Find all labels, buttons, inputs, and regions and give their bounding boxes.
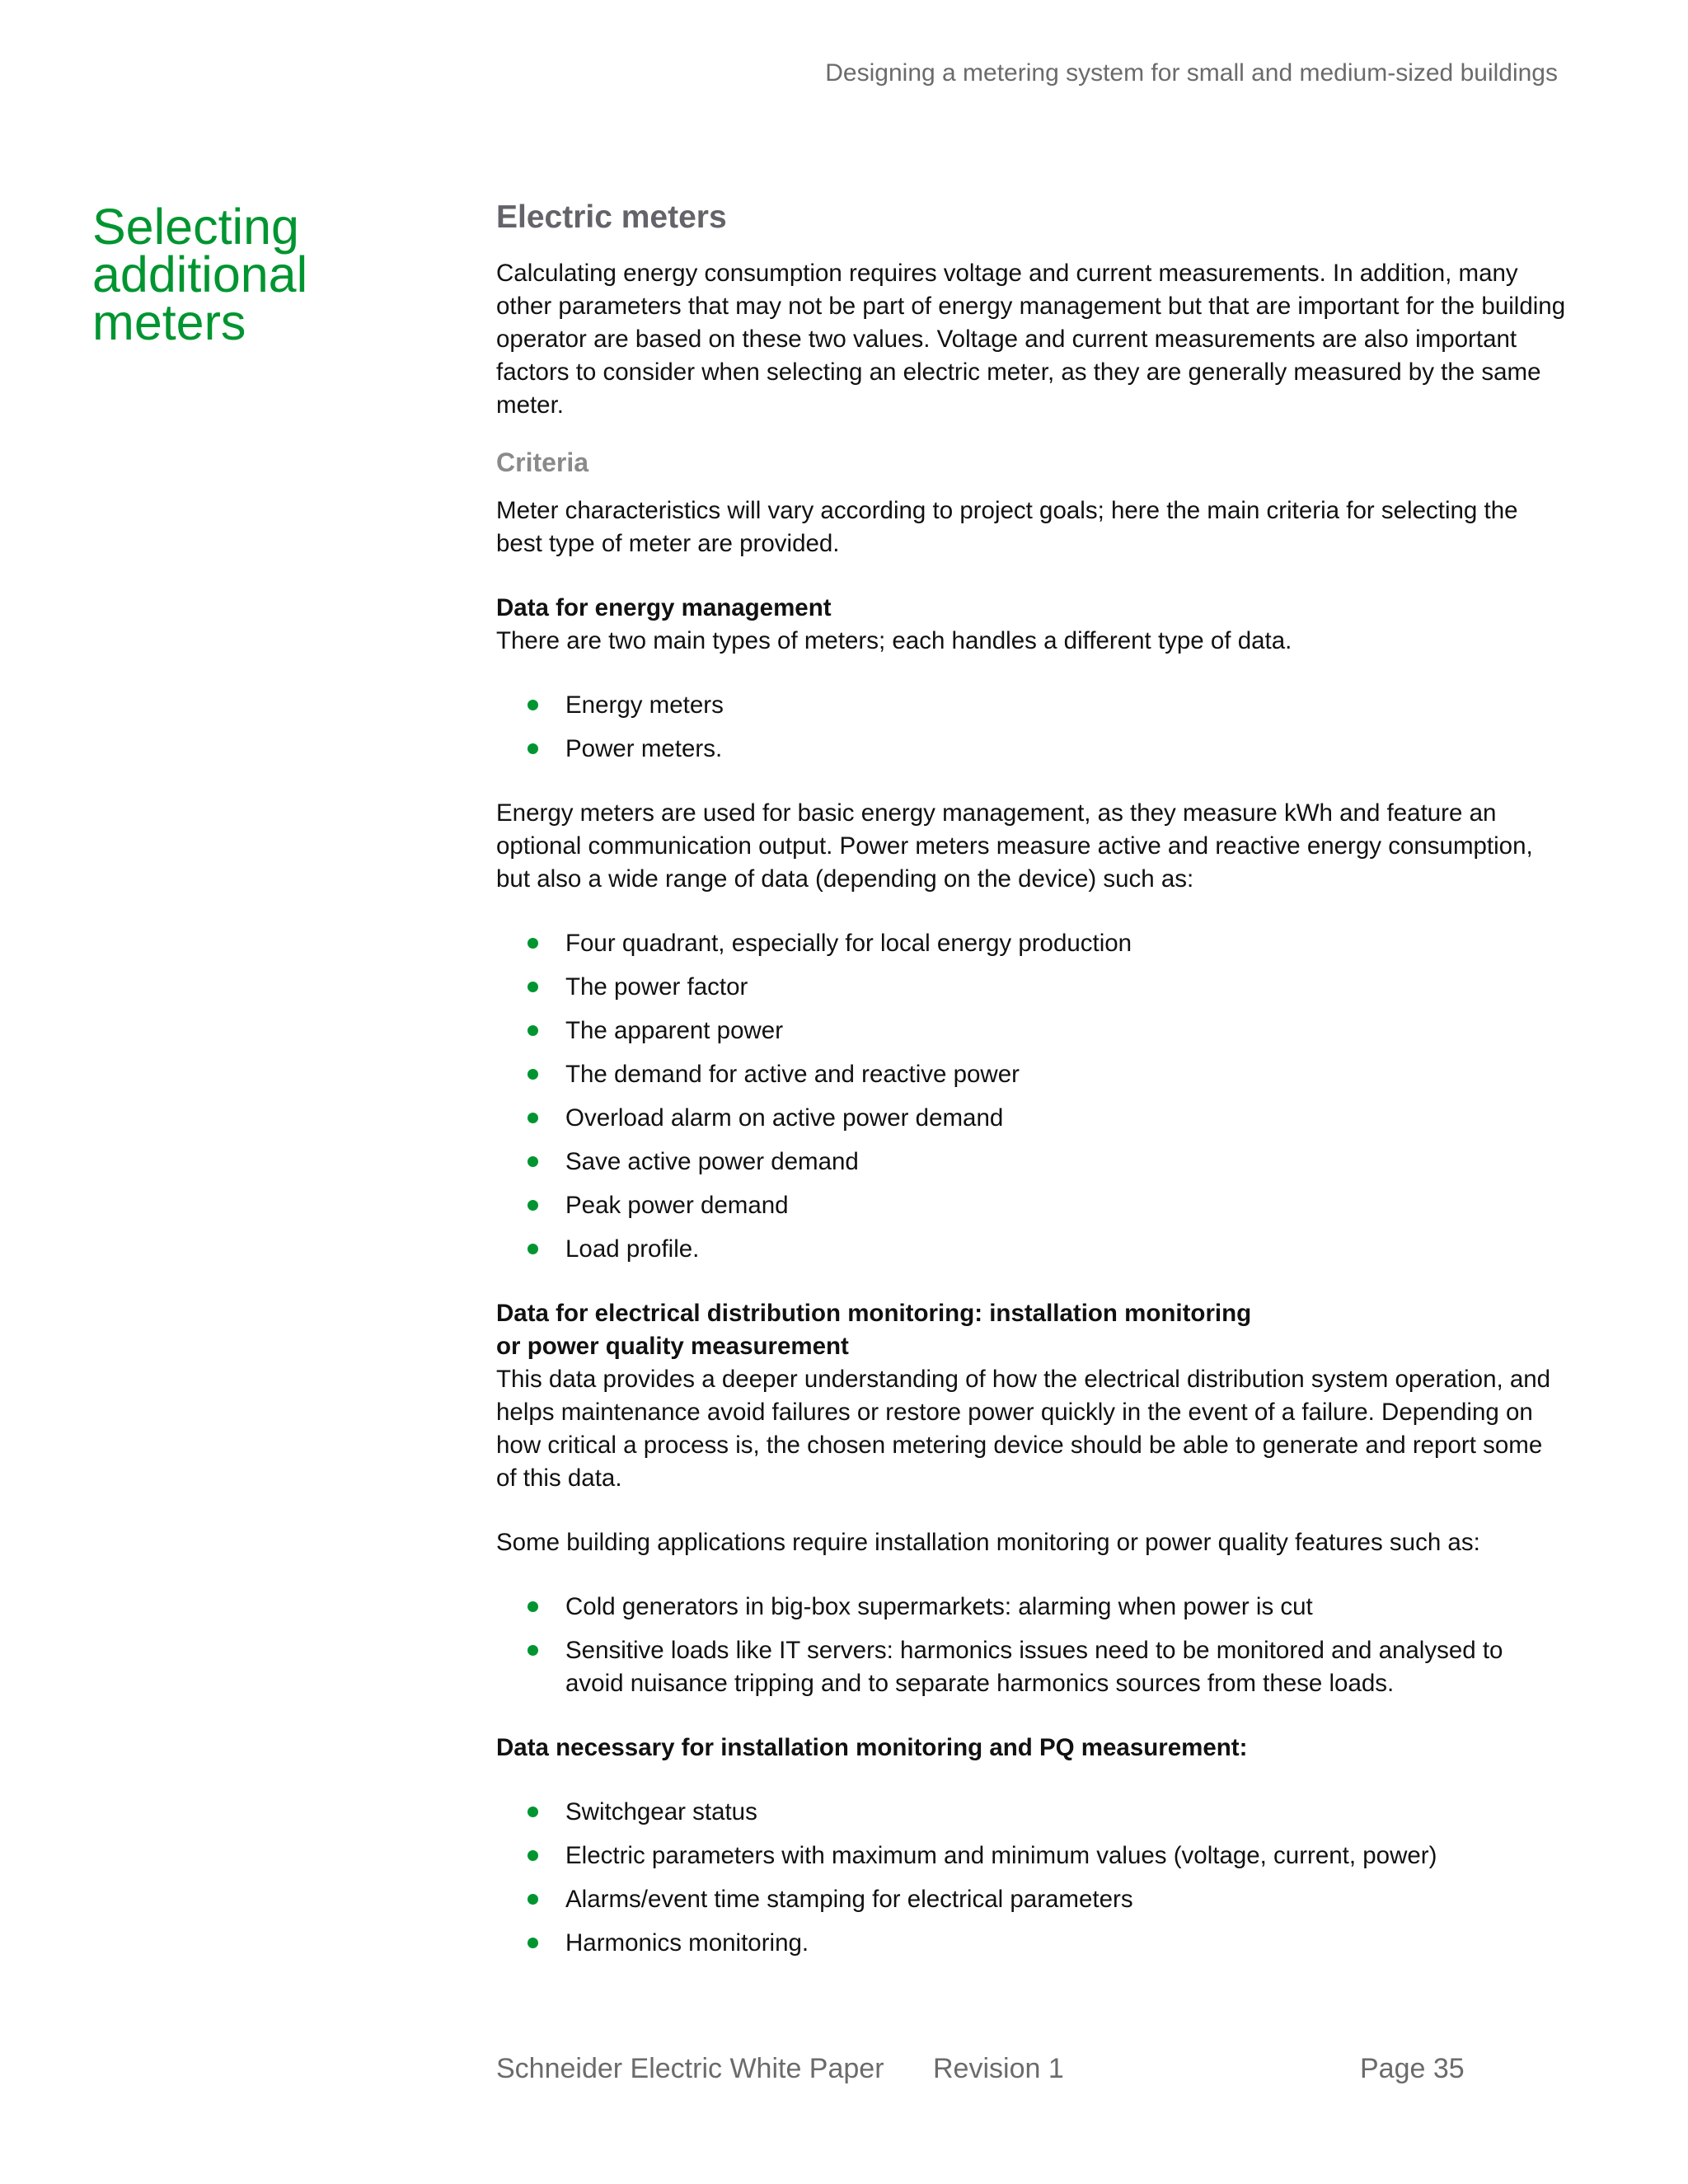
footer-revision: Revision 1 bbox=[933, 2053, 1064, 2084]
bullet-icon bbox=[528, 1025, 538, 1036]
pq-measurement-heading: Data necessary for installation monitoring and PQ measurement: bbox=[496, 1734, 1248, 1761]
list-item-text: Power meters. bbox=[565, 735, 723, 762]
list-item bbox=[496, 1796, 1568, 1829]
list-item bbox=[496, 1146, 1568, 1179]
meters-paragraph: Energy meters are used for basic energy management, as they measure kWh and feature an optional communication output. Power meters measure active and reactive energy consumption, but also a wide range of data (depending on the device) such as: bbox=[496, 799, 1533, 893]
intro-paragraph: Calculating energy consumption requires voltage and current measurements. In addition, many other parameters that may not be part of energy management but that are important for the building operator are based on these two values. Voltage and current measurements are also important factors to consider when selecting an electric meter, as they are generally measured by the same meter. bbox=[496, 260, 1566, 419]
criteria-heading: Criteria bbox=[496, 448, 589, 477]
bullet-icon bbox=[528, 1244, 538, 1254]
list-item bbox=[496, 1883, 1568, 1916]
bullet-icon bbox=[528, 1645, 538, 1656]
bullet-icon bbox=[528, 1069, 538, 1080]
list-item bbox=[496, 1015, 1568, 1047]
list-item bbox=[496, 1840, 1568, 1872]
list-item bbox=[496, 1634, 1568, 1700]
applications-list bbox=[496, 1591, 1568, 1700]
bullet-icon bbox=[528, 938, 538, 949]
list-item-text: The demand for active and reactive power bbox=[565, 1061, 1020, 1088]
bullet-icon bbox=[528, 1601, 538, 1612]
list-item-text: The apparent power bbox=[565, 1017, 784, 1044]
distribution-monitoring-heading bbox=[496, 1297, 1568, 1363]
bullet-icon bbox=[528, 1807, 538, 1817]
list-item bbox=[496, 1102, 1568, 1135]
list-item-text: Alarms/event time stamping for electrical parameters bbox=[565, 1886, 1133, 1913]
list-item bbox=[496, 1189, 1568, 1222]
criteria-paragraph: Meter characteristics will vary according to project goals; here the main criteria for selecting the best type of meter are provided. bbox=[496, 497, 1518, 557]
list-item bbox=[496, 733, 1568, 766]
footer-page-number: Page 35 bbox=[1360, 2053, 1465, 2084]
list-item-text: Save active power demand bbox=[565, 1148, 859, 1175]
heading-line: Data for electrical distribution monitoring: installation monitoring bbox=[496, 1300, 1252, 1327]
list-item bbox=[496, 689, 1568, 722]
energy-management-heading: Data for energy management bbox=[496, 594, 832, 621]
section-title-line: Selecting bbox=[92, 199, 299, 255]
meter-types-list bbox=[496, 689, 1568, 766]
list-item bbox=[496, 971, 1568, 1004]
applications-paragraph: Some building applications require installation monitoring or power quality features such as: bbox=[496, 1529, 1480, 1556]
list-item bbox=[496, 1591, 1568, 1624]
running-header: Designing a metering system for small and medium-sized buildings bbox=[825, 59, 1558, 87]
list-item bbox=[496, 1233, 1568, 1266]
main-content bbox=[496, 196, 1568, 1991]
bullet-icon bbox=[528, 1156, 538, 1167]
list-item-text: Cold generators in big-box supermarkets: alarming when power is cut bbox=[565, 1593, 1313, 1620]
list-item bbox=[496, 1927, 1568, 1960]
list-item-text: Electric parameters with maximum and minimum values (voltage, current, power) bbox=[565, 1842, 1437, 1869]
heading-line: or power quality measurement bbox=[496, 1333, 849, 1360]
section-title bbox=[92, 199, 422, 350]
bullet-icon bbox=[528, 1113, 538, 1123]
list-item-text: Peak power demand bbox=[565, 1192, 789, 1219]
list-item-text: Energy meters bbox=[565, 691, 724, 719]
list-item-text: Load profile. bbox=[565, 1235, 700, 1263]
list-item bbox=[496, 1058, 1568, 1091]
list-item-text: Switchgear status bbox=[565, 1798, 757, 1825]
electric-meters-heading: Electric meters bbox=[496, 199, 727, 235]
bullet-icon bbox=[528, 1200, 538, 1211]
list-item-text: Four quadrant, especially for local energy production bbox=[565, 930, 1132, 957]
list-item-text: Sensitive loads like IT servers: harmonics issues need to be monitored and analysed to avoid nuisance tripping and to separate harmonics sources from these loads. bbox=[565, 1637, 1503, 1697]
footer-publication: Schneider Electric White Paper bbox=[496, 2053, 884, 2084]
bullet-icon bbox=[528, 1850, 538, 1861]
section-title-line: additional bbox=[92, 246, 308, 302]
bullet-icon bbox=[528, 700, 538, 710]
pq-data-list bbox=[496, 1796, 1568, 1960]
section-title-line: meters bbox=[92, 294, 246, 350]
list-item-text: Overload alarm on active power demand bbox=[565, 1104, 1004, 1132]
bullet-icon bbox=[528, 743, 538, 754]
list-item bbox=[496, 927, 1568, 960]
power-meter-data-list bbox=[496, 927, 1568, 1266]
bullet-icon bbox=[528, 982, 538, 992]
bullet-icon bbox=[528, 1938, 538, 1948]
list-item-text: Harmonics monitoring. bbox=[565, 1929, 809, 1957]
bullet-icon bbox=[528, 1894, 538, 1905]
list-item-text: The power factor bbox=[565, 973, 748, 1001]
energy-management-paragraph: There are two main types of meters; each handles a different type of data. bbox=[496, 627, 1292, 654]
distribution-paragraph: This data provides a deeper understanding of how the electrical distribution system operation, and helps maintenance avoid failures or restore power quickly in the event of a failure. Depending on how critical a process is, the chosen metering device should be able to generate and report some of this data. bbox=[496, 1366, 1551, 1492]
